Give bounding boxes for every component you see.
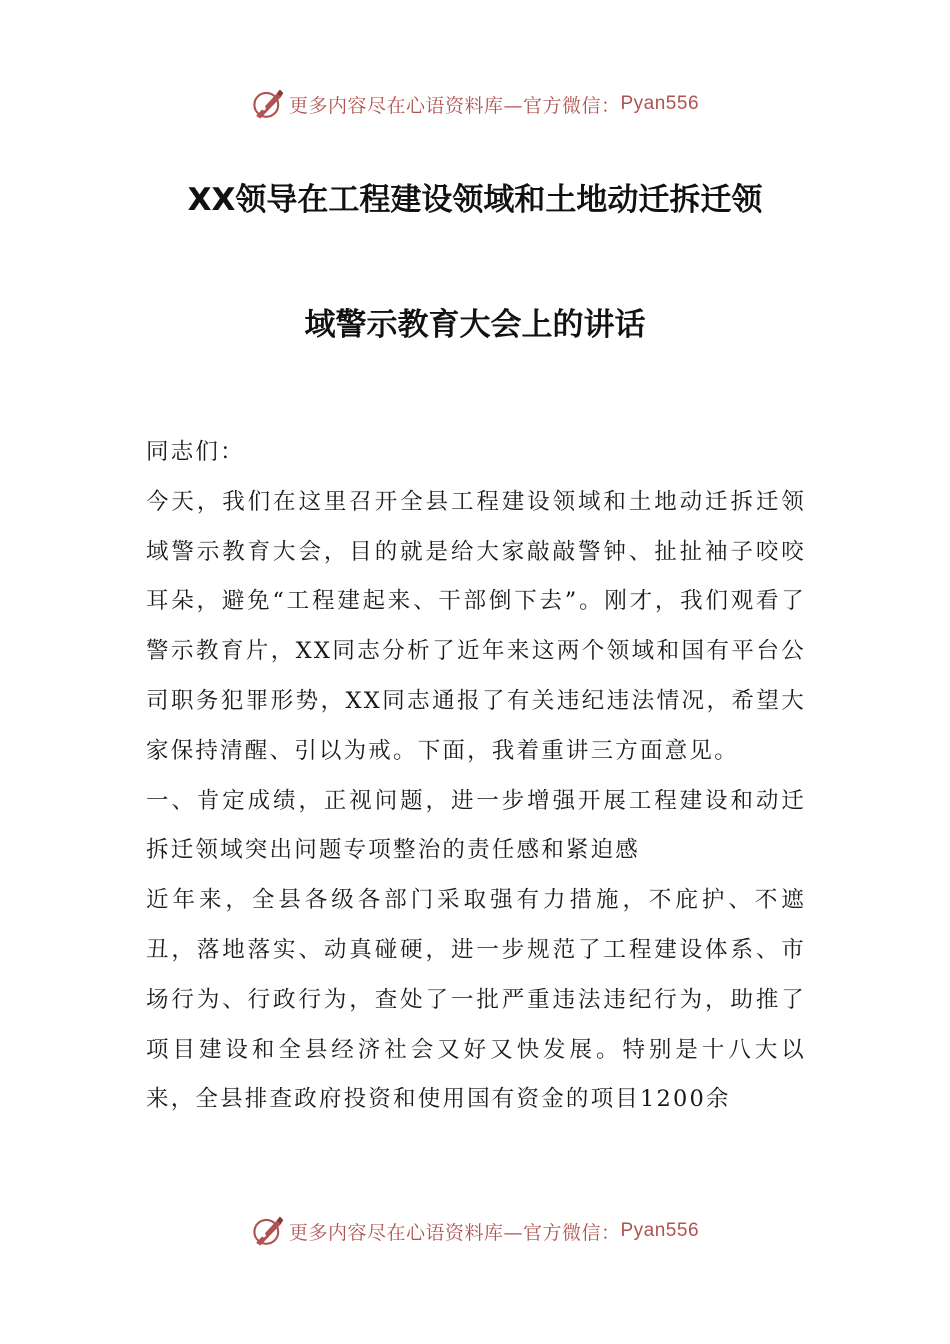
section-heading-1: 一、肯定成绩，正视问题，进一步增强开展工程建设和动迁拆迁领域突出问题专项整治的责任感和紧迫感	[146, 787, 806, 864]
salutation: 同志们：	[146, 439, 245, 465]
footer-wechat-id: Pyan556	[620, 1220, 700, 1241]
document-title-line1: XX领导在工程建设领域和土地动迁拆迁领	[187, 182, 763, 218]
pen-logo-icon	[251, 1214, 285, 1248]
footer-banner	[0, 1211, 950, 1251]
document-title-line2: 域警示教育大会上的讲话	[304, 307, 646, 343]
footer-banner-text: 更多内容尽在心语资料库—官方微信：	[288, 1221, 621, 1244]
intro-paragraph: 今天，我们在这里召开全县工程建设领域和土地动迁拆迁领域警示教育大会，目的就是给大家敲敲警钟、扯扯袖子咬咬耳朵，避免“工程建起来、干部倒下去”。刚才，我们观看了警示教育片，XX同志分析了近年来这两个领域和国有平台公司职务犯罪形势，XX同志通报了有关违纪违法情况，希望大家保持清醒、引以为戒。下面，我着重讲三方面意见。	[146, 488, 806, 764]
section-1-paragraph: 近年来，全县各级各部门采取强有力措施，不庇护、不遮丑，落地落实、动真碰硬，进一步规范了工程建设体系、市场行为、行政行为，查处了一批严重违法违纪行为，助推了项目建设和全县经济社会又好又快发展。特别是十八大以来，全县排查政府投资和使用国有资金的项目1200余	[146, 887, 806, 1113]
header-wechat-id: Pyan556	[620, 93, 700, 114]
header-banner	[0, 84, 950, 124]
pen-logo-icon	[251, 87, 285, 121]
header-banner-text: 更多内容尽在心语资料库—官方微信：	[288, 94, 621, 117]
document-body	[146, 428, 806, 1125]
